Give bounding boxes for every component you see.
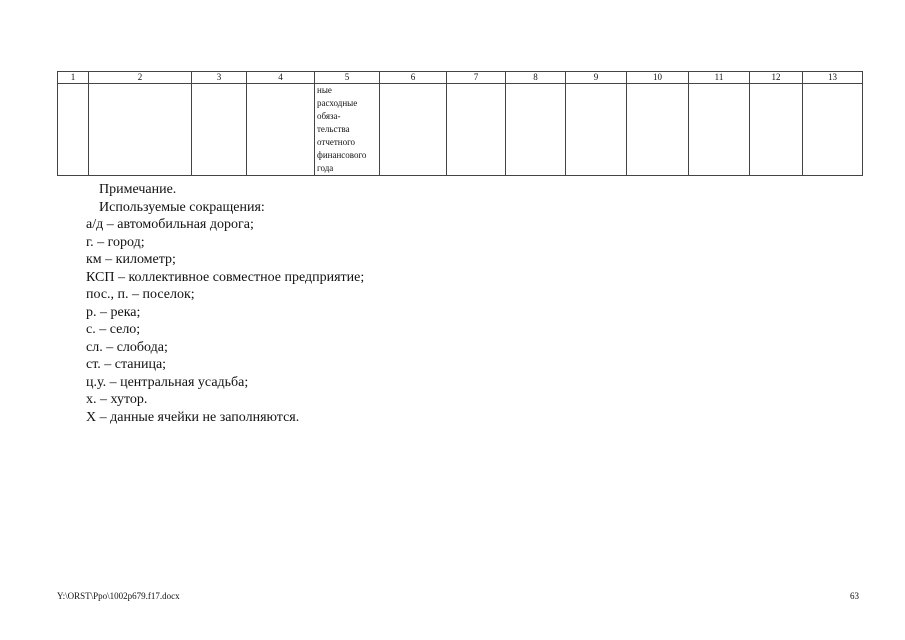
abbreviation-item: сл. – слобода; bbox=[86, 339, 168, 355]
note-intro: Используемые сокращения: bbox=[99, 199, 265, 215]
footer-file-path: Y:\ORST\Ppo\1002p679.f17.docx bbox=[57, 591, 180, 601]
column-number: 4 bbox=[247, 72, 315, 84]
abbreviation-item: Х – данные ячейки не заполняются. bbox=[86, 409, 300, 425]
col5-line: отчетного bbox=[317, 137, 356, 147]
abbreviation-item: КСП – коллективное совместное предприятие; bbox=[86, 269, 365, 285]
abbreviation-item: ц.у. – центральная усадьба; bbox=[86, 374, 249, 390]
note-title: Примечание. bbox=[99, 182, 177, 197]
column-number: 6 bbox=[380, 72, 447, 84]
table-cell bbox=[689, 84, 750, 176]
column-number: 10 bbox=[627, 72, 689, 84]
table-cell bbox=[247, 84, 315, 176]
column-number: 2 bbox=[89, 72, 192, 84]
column-number: 13 bbox=[803, 72, 863, 84]
abbreviation-item: х. – хутор. bbox=[86, 392, 148, 407]
col5-line: года bbox=[317, 163, 334, 173]
column-number: 8 bbox=[506, 72, 566, 84]
table-row bbox=[58, 84, 863, 176]
table-cell bbox=[750, 84, 803, 176]
col5-line: обяза- bbox=[317, 111, 341, 121]
table-header-row bbox=[58, 72, 863, 84]
table-cell bbox=[58, 84, 89, 176]
table-cell-col5 bbox=[315, 84, 380, 176]
data-table bbox=[57, 71, 863, 176]
abbreviation-item: р. – река; bbox=[86, 304, 141, 320]
table-cell bbox=[380, 84, 447, 176]
page-number: 63 bbox=[850, 591, 859, 601]
abbreviations-note bbox=[86, 181, 365, 426]
table-cell bbox=[803, 84, 863, 176]
abbreviation-item: пос., п. – поселок; bbox=[86, 287, 195, 302]
abbreviation-item: а/д – автомобильная дорога; bbox=[86, 217, 254, 232]
column-number: 9 bbox=[566, 72, 627, 84]
column-number: 7 bbox=[447, 72, 506, 84]
col5-line: ные bbox=[317, 85, 332, 95]
abbreviation-item: г. – город; bbox=[86, 234, 145, 250]
abbreviation-item: ст. – станица; bbox=[86, 357, 167, 372]
col5-line: финансового bbox=[317, 150, 367, 160]
column-number: 12 bbox=[750, 72, 803, 84]
table-cell bbox=[566, 84, 627, 176]
table-cell bbox=[89, 84, 192, 176]
col5-line: тельства bbox=[317, 124, 350, 134]
column-number: 11 bbox=[689, 72, 750, 84]
abbreviation-item: с. – село; bbox=[86, 322, 141, 337]
column-number: 5 bbox=[315, 72, 380, 84]
column-number: 3 bbox=[192, 72, 247, 84]
abbreviation-item: км – километр; bbox=[86, 252, 176, 267]
table-cell bbox=[447, 84, 506, 176]
table-cell bbox=[192, 84, 247, 176]
col5-line: расходные bbox=[317, 98, 358, 108]
table-cell bbox=[506, 84, 566, 176]
table-cell bbox=[627, 84, 689, 176]
column-number: 1 bbox=[58, 72, 89, 84]
